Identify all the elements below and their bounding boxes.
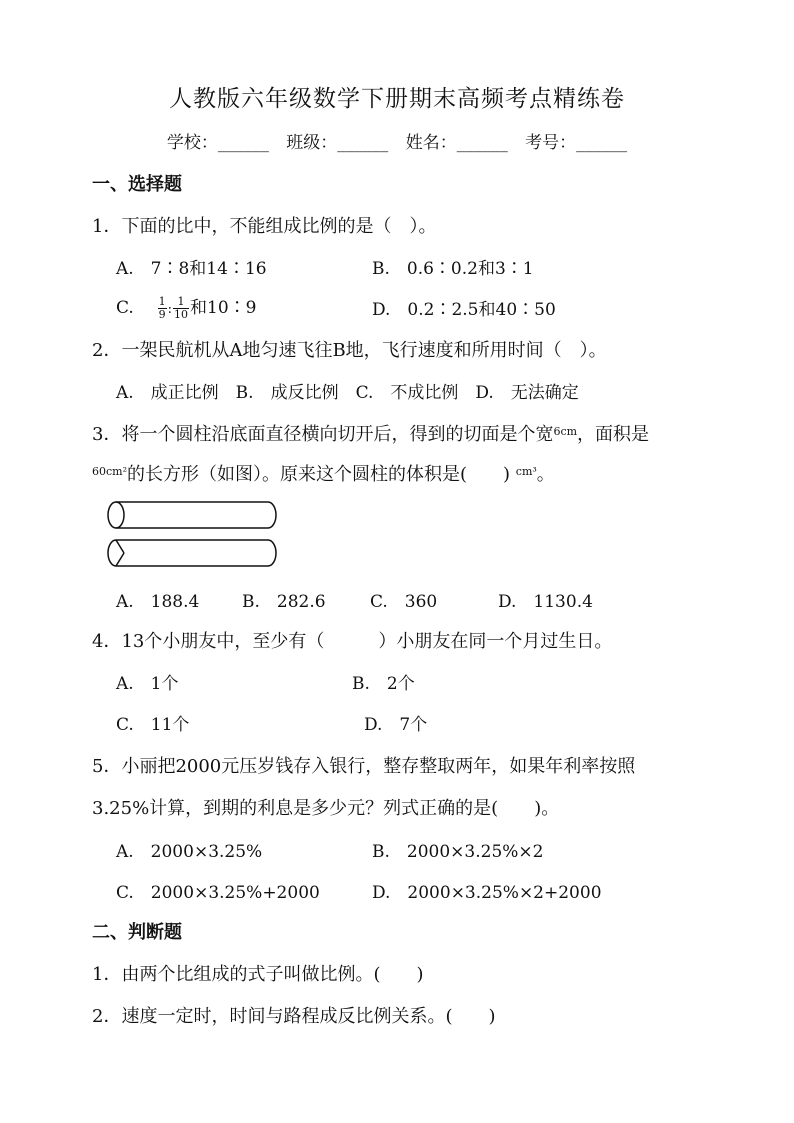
question-5-option-a: A. 2000×3.25% xyxy=(116,842,263,862)
section-title-choice: 一、选择题 xyxy=(92,174,182,195)
question-5-stem-line2: 3.25%计算，到期的利息是多少元？列式正确的是( )。 xyxy=(92,798,560,819)
question-4-stem: 4．13个小朋友中，至少有（ ）小朋友在同一个月过生日。 xyxy=(92,631,613,652)
question-4-option-a: A. 1个 xyxy=(116,674,179,694)
page-title: 人教版六年级数学下册期末高频考点精练卷 xyxy=(169,86,625,112)
question-2-stem: 2．一架民航机从A地匀速飞往B地，飞行速度和所用时间（ ）。 xyxy=(92,340,607,361)
judgement-question-2: 2．速度一定时，时间与路程成反比例关系。( ) xyxy=(92,1006,496,1027)
question-1-option-c: C. $\frac{1}{9}$ : $\frac{1}{10}$ 和10∶9 xyxy=(116,295,257,321)
question-4-option-c: C. 11个 xyxy=(116,715,190,735)
question-5-option-b: B. 2000×3.25%×2 xyxy=(372,842,544,862)
school-field: 学校：______ xyxy=(166,133,269,153)
question-5-option-d: D. 2000×3.25%×2+2000 xyxy=(372,883,602,903)
question-1-option-d: D. 0.2∶2.5和40∶50 xyxy=(372,300,556,320)
fraction-one-tenth: $\frac{1}{10}$ xyxy=(174,295,189,321)
question-1-option-b: B. 0.6∶0.2和3∶1 xyxy=(372,259,534,279)
question-1-option-a: A. 7∶8和14∶16 xyxy=(116,259,267,279)
question-5-option-c: C. 2000×3.25%+2000 xyxy=(116,883,320,903)
question-4-option-d: D. 7个 xyxy=(364,715,428,735)
option-c-label: C. xyxy=(116,298,134,318)
name-field: 姓名：______ xyxy=(405,133,508,153)
question-1-stem: 1．下面的比中，不能组成比例的是（ ）。 xyxy=(92,216,437,237)
question-3-option-c: C. 360 xyxy=(370,592,438,612)
class-field: 班级：______ xyxy=(286,133,389,153)
question-3-option-b: B. 282.6 xyxy=(242,592,326,612)
judgement-question-1: 1．由两个比组成的式子叫做比例。( ) xyxy=(92,964,424,985)
question-3-option-a: A. 188.4 xyxy=(116,592,200,612)
exam-number-field: 考号：______ xyxy=(525,133,628,153)
fraction-one-ninth: $\frac{1}{9}$ xyxy=(158,295,166,321)
student-info-line xyxy=(0,128,794,153)
cylinder-cut-figure xyxy=(100,495,280,575)
question-2-options: A. 成正比例 B. 成反比例 C. 不成比例 D. 无法确定 xyxy=(116,383,579,403)
question-4-option-b: B. 2个 xyxy=(352,674,415,694)
question-3-stem-line1: 3．将一个圆柱沿底面直径横向切开后，得到的切面是个宽$^{6cm}$，面积是 xyxy=(92,424,650,445)
section-title-judgement: 二、判断题 xyxy=(92,922,182,943)
question-3-option-d: D. 1130.4 xyxy=(498,592,593,612)
question-5-stem-line1: 5．小丽把2000元压岁钱存入银行，整存整取两年，如果年利率按照 xyxy=(92,756,636,777)
question-3-stem-line2: $^{60cm^2}$的长方形（如图）。原来这个圆柱的体积是( ) $^{cm^3}$。 xyxy=(92,464,555,485)
